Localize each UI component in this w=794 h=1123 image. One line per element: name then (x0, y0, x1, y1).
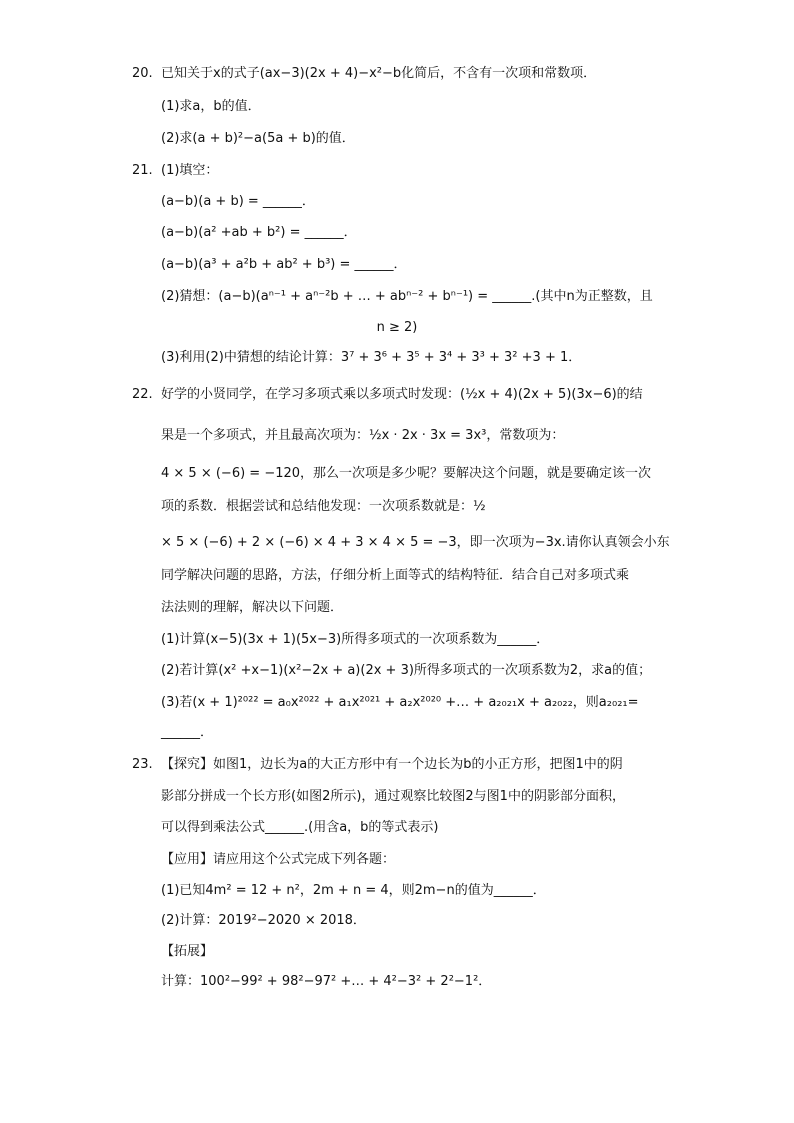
q22-part3-cont: ______． (161, 725, 214, 740)
q21-number: 21. (132, 163, 153, 178)
q21-line3: (a−b)(a³ + a²b + ab² + b³) = ______． (161, 257, 407, 272)
q22-line6: 同学解决问题的思路，方法，仔细分析上面等式的结构特征．结合自己对多项式乘 (161, 568, 630, 583)
q22-line5: × 5 × (−6) + 2 × (−6) × 4 + 3 × 4 × 5 = −3，即一次项为−3x.请你认真领会小东 (161, 535, 670, 550)
q23-line3: 可以得到乘法公式______.(用含a，b的等式表示) (161, 820, 439, 835)
q21-part2: (2)猜想：(a−b)(aⁿ⁻¹ + aⁿ⁻²b + … + abⁿ⁻² + bⁿ⁻¹) = ______.(其中n为正整数，且 (161, 289, 653, 304)
q21-part1-label: (1)填空： (161, 163, 219, 178)
q23-line1: 【探究】如图1，边长为a的大正方形中有一个边长为b的小正方形，把图1中的阴 (161, 757, 623, 772)
q23-number: 23. (132, 757, 153, 772)
q21-part3: (3)利用(2)中猜想的结论计算：3⁷ + 3⁶ + 3⁵ + 3⁴ + 3³ + 3² +3 + 1． (161, 350, 582, 365)
q21-line2: (a−b)(a² +ab + b²) = ______． (161, 225, 357, 240)
q22-number: 22. (132, 387, 153, 402)
q22-line7: 法法则的理解，解决以下问题． (161, 600, 344, 615)
q21-line1: (a−b)(a + b) = ______． (161, 194, 315, 209)
q22-part2: (2)若计算(x² +x−1)(x²−2x + a)(2x + 3)所得多项式的一次项系数为2，求a的值； (161, 663, 652, 678)
q23-extend1: 计算：100²−99² + 98²−97² +… + 4²−3² + 2²−1²． (161, 974, 492, 989)
q23-extend-title: 【拓展】 (161, 944, 214, 959)
q22-line1: 好学的小贤同学，在学习多项式乘以多项式时发现：(½x + 4)(2x + 5)(3x−6)的结 (161, 387, 643, 402)
q22-part1: (1)计算(x−5)(3x + 1)(5x−3)所得多项式的一次项系数为______． (161, 632, 550, 647)
q20-stem: 已知关于x的式子(ax−3)(2x + 4)−x²−b化简后，不含有一次项和常数项． (161, 66, 597, 81)
q21-part2-cont: n ≥ 2) (376, 320, 418, 335)
q20-number: 20. (132, 66, 153, 81)
q23-apply-title: 【应用】请应用这个公式完成下列各题： (161, 852, 396, 867)
q23-apply2: (2)计算：2019²−2020 × 2018． (161, 913, 366, 928)
q22-line3: 4 × 5 × (−6) = −120，那么一次项是多少呢？要解决这个问题，就是要确定该一次 (161, 466, 652, 481)
q22-line4: 项的系数．根据尝试和总结他发现：一次项系数就是：½ (161, 499, 486, 514)
q22-part3: (3)若(x + 1)²⁰²² = a₀x²⁰²² + a₁x²⁰²¹ + a₂x²⁰²⁰ +… + a₂₀₂₁x + a₂₀₂₂，则a₂₀₂₁= (161, 695, 639, 710)
q23-line2: 影部分拼成一个长方形(如图2所示)，通过观察比较图2与图1中的阴影部分面积， (161, 789, 625, 804)
q20-part2: (2)求(a + b)²−a(5a + b)的值． (161, 131, 355, 146)
q23-apply1: (1)已知4m² = 12 + n²，2m + n = 4，则2m−n的值为______． (161, 883, 546, 898)
q22-line2: 果是一个多项式，并且最高次项为：½x · 2x · 3x = 3x³，常数项为： (161, 428, 565, 443)
q20-part1: (1)求a，b的值． (161, 99, 261, 114)
